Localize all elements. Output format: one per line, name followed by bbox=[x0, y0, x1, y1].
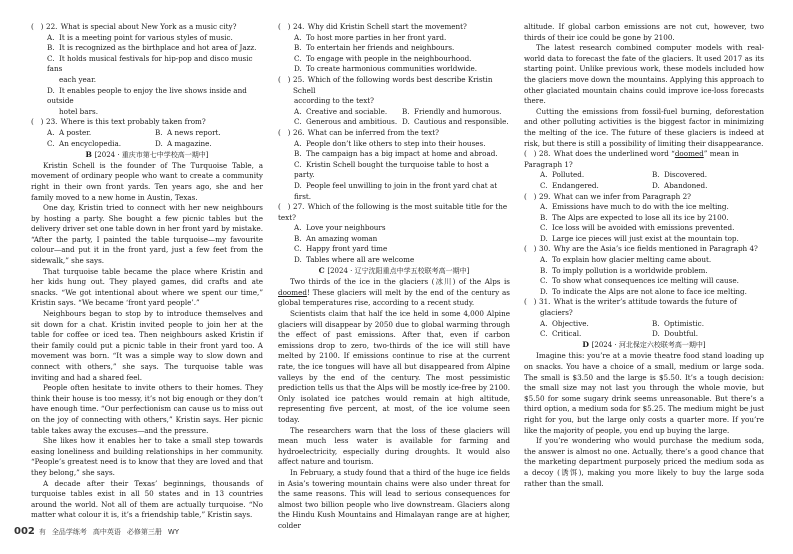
option-d-continued: hotel bars. bbox=[59, 106, 98, 116]
question-stem: What can be inferred from the text? bbox=[307, 127, 439, 137]
option-b: B. Optimistic. bbox=[652, 318, 704, 328]
options-row-2 bbox=[524, 329, 764, 340]
footer-item: WY bbox=[167, 528, 180, 536]
question-number: 30. bbox=[539, 244, 551, 254]
footer-item: 必修第三册 bbox=[126, 528, 162, 536]
option-a: A. People don’t like others to step into their houses. bbox=[294, 138, 486, 148]
section-heading-b bbox=[31, 150, 263, 161]
question-number: 24. bbox=[293, 22, 305, 31]
column-right bbox=[524, 22, 764, 489]
passage-paragraph: Scientists claim that half the ice held in some 4,000 Alpine glaciers will disappear by 2050 due to global warming through the effect of past emissions. After that, even if carbon emissions drop to zero, two-thirds of the ice will still have melted by 2100. If emissions continue to rise at the current rate, the ice tongues will have all but disappeared from Alpine valleys by the end of the century. The most pessimistic prediction tells us that the Alps will be mostly ice-free by 2100. Only isolated ice patches would remain at high altitude, representing five percent, at most, of the ice volume seen today. bbox=[278, 309, 510, 424]
option-d: D. People feel unwilling to join in the front yard chat at first. bbox=[294, 180, 498, 201]
question-24 bbox=[278, 22, 510, 75]
option-b: B. Discovered. bbox=[652, 170, 707, 180]
page-footer bbox=[14, 526, 185, 537]
passage-paragraph: Two thirds of the ice in the glaciers (冰川) of the Alps is doomed! These glaciers will melt by the end of the century as global temperatures rise, according to a recent study. bbox=[278, 277, 510, 308]
answer-bracket-close: ) bbox=[533, 297, 537, 307]
passage-paragraph: People often hesitate to invite others to their homes. They think their house is too messy, it’s not big enough or they don’t have enough time. “Our perfectionism can cause us to miss out on the joy of connecting with others,” Kristin says. Her picnic table takes away the excuses—and the pressure. bbox=[31, 383, 263, 435]
option-c: C. Happy front yard time bbox=[294, 244, 388, 254]
options-row-2 bbox=[31, 139, 263, 150]
question-stem: What is special about New York as a music city? bbox=[60, 22, 237, 31]
options-row-1 bbox=[31, 128, 263, 139]
option-a: A. Love your neighbours bbox=[294, 223, 386, 233]
question-31 bbox=[524, 297, 764, 339]
question-29 bbox=[524, 192, 764, 245]
passage-paragraph: She likes how it enables her to take a small step towards easing loneliness and building relationships in her community. “People’s greatest need is to know that they are loved and that they belong,” she says. bbox=[31, 436, 263, 477]
question-number: 28. bbox=[539, 149, 551, 159]
section-source: [2024 · 辽宁沈阳重点中学五校联考高一期中] bbox=[327, 267, 470, 276]
question-number: 26. bbox=[293, 127, 305, 137]
section-letter: B bbox=[85, 149, 92, 159]
question-27 bbox=[278, 202, 510, 266]
options-row-1 bbox=[278, 107, 510, 118]
passage-paragraph: Cutting the emissions from fossil-fuel burning, deforestation and other polluting activities is the biggest factor in minimizing the melting of the ice. The future of these glaciers is indeed at risk, but there is still a possibility of limiting their disappearance. bbox=[524, 106, 764, 148]
option-d: D. Large ice pieces will just exist at the mountain top. bbox=[540, 233, 739, 243]
option-d: D. Tables where all are welcome bbox=[294, 255, 415, 265]
question-stem-continued: glaciers? bbox=[540, 308, 573, 318]
options-row-2 bbox=[524, 181, 764, 192]
question-stem: Why are the Asia’s ice fields mentioned in Paragraph 4? bbox=[553, 244, 758, 254]
option-a: A. To explain how glacier melting came about. bbox=[540, 255, 712, 265]
answer-bracket-close: ) bbox=[40, 117, 44, 127]
answer-bracket-close: ) bbox=[287, 202, 291, 212]
option-b: B. A news report. bbox=[155, 127, 221, 137]
passage-paragraph: Neighbours began to stop by to introduce themselves and sit down for a chat. Kristin invited people to join her at the table for coffee or iced tea. Then neighbours asked Kristin if their family could put a picnic table in their front yard too. A movement was born. “It was a simple way to slow down and connect with others,” she says. The turquoise table was inviting and had a shared feel. bbox=[31, 309, 263, 382]
answer-bracket-open: ( bbox=[31, 22, 34, 31]
option-a: A. Creative and sociable. bbox=[294, 106, 388, 116]
question-stem-continued: text? bbox=[278, 212, 296, 222]
section-heading-d bbox=[524, 340, 764, 351]
passage-paragraph: The researchers warn that the loss of these glaciers will mean much less water is available for farming and hydroelectricity, especially during droughts. It would also affect nature and tourism. bbox=[278, 425, 510, 467]
underlined-word: doomed bbox=[674, 149, 704, 159]
answer-bracket-close: ) bbox=[40, 22, 44, 31]
option-d: D. A magazine. bbox=[155, 138, 212, 148]
question-stem: Which of the following words best describe Kristin Schell bbox=[293, 74, 493, 95]
passage-paragraph: In February, a study found that a third of the huge ice fields in Asia’s towering mountain chains were also under threat for the same reasons. This will lead to serious consequences for almost two billion people who live downstream. Glaciers along the Hindu Kush Mountains and Himalayan range are at higher, colder bbox=[278, 467, 510, 530]
question-number: 23. bbox=[46, 117, 58, 127]
passage-paragraph: Kristin Schell is the founder of The Turquoise Table, a movement of ordinary people who want to create a community right in their own front yards. Ten years ago, she and her family moved to a new home in Austin, Texas. bbox=[31, 160, 263, 202]
page-number: 002 bbox=[14, 526, 35, 537]
option-c: C. Critical. bbox=[540, 329, 582, 339]
passage-paragraph: That turquoise table became the place where Kristin and her kids hung out. They played games, did crafts and ate snacks. “We got intentional about where we spent our time,” Kristin says. “We became ‘front yard people’.” bbox=[31, 266, 263, 308]
answer-bracket-open: ( bbox=[278, 22, 281, 31]
option-b: B. The Alps are expected to lose all its ice by 2100. bbox=[540, 212, 729, 222]
passage-paragraph: If you’re wondering who would purchase the medium soda, the answer is almost no one. Actually, there’s a good chance that the marketing department purposely priced the medium soda as a decoy (诱饵), making you more likely to buy the large soda rather than the small. bbox=[524, 436, 764, 488]
option-c: C. To show what consequences ice melting will cause. bbox=[540, 276, 739, 286]
question-number: 22. bbox=[46, 22, 58, 31]
question-stem: Why did Kristin Schell start the movement? bbox=[307, 22, 467, 31]
option-c: C. To engage with people in the neighbourhood. bbox=[294, 53, 472, 63]
section-letter: C bbox=[318, 266, 325, 276]
option-b: B. It is recognized as the birthplace and hot area of Jazz. bbox=[47, 43, 257, 53]
option-b: B. An amazing woman bbox=[294, 233, 378, 243]
section-heading-c bbox=[278, 266, 510, 277]
section-source: [2024 · 河北保定六校联考高一期中] bbox=[591, 341, 706, 350]
option-c: C. It holds musical festivals for hip-pop and disco music fans bbox=[47, 53, 253, 74]
option-b: B. To imply pollution is a worldwide problem. bbox=[540, 265, 708, 275]
option-d: D. Cautious and responsible. bbox=[402, 117, 509, 127]
option-c: C. Kristin Schell bought the turquoise table to host a party. bbox=[294, 159, 489, 180]
column-left bbox=[31, 22, 263, 521]
question-number: 25. bbox=[293, 74, 305, 84]
answer-bracket-open: ( bbox=[524, 149, 527, 159]
question-stem: What can we infer from Paragraph 2? bbox=[553, 191, 691, 201]
options-row-1 bbox=[524, 319, 764, 330]
footer-item: 有 bbox=[38, 528, 46, 536]
answer-bracket-open: ( bbox=[524, 244, 527, 254]
option-c-continued: each year. bbox=[59, 74, 97, 84]
option-a: A. Polluted. bbox=[540, 170, 585, 180]
question-25 bbox=[278, 75, 510, 128]
option-a: A. To host more parties in her front yard. bbox=[294, 32, 447, 42]
option-d: D. To create harmonious communities worldwide. bbox=[294, 64, 477, 74]
answer-bracket-open: ( bbox=[31, 117, 34, 127]
passage-paragraph-continued: altitude. If global carbon emissions are not cut, however, two thirds of their ice could be gone by 2100. bbox=[524, 22, 764, 42]
column-middle bbox=[278, 22, 510, 532]
answer-bracket-open: ( bbox=[524, 191, 527, 201]
option-d: D. Abandoned. bbox=[652, 180, 708, 190]
option-b: B. The campaign has a big impact at home and abroad. bbox=[294, 149, 498, 159]
passage-paragraph: The latest research combined computer models with real-world data to forecast the fate of the glaciers. It used 2017 as its starting point. Unlike previous work, these models included how the glaciers move down the mountains. Applying this approach to other glaciated mountain chains could improve ice-loss forecasts there. bbox=[524, 43, 764, 106]
passage-paragraph: A decade after their Texas’ beginnings, thousands of turquoise tables exist in all 50 states and in 13 countries around the world. Not all of them are actually turquoise. “No matter what colour it is, it’s a friendship table,” Kristin says. bbox=[31, 478, 263, 520]
passage-paragraph: One day, Kristin tried to connect with her new neighbours by hosting a party. She bought a few picnic tables but the delivery driver set one table down in her front yard by mistake. “After the party, I painted the table turquoise—my favourite colour—and put it in the front yard, just a few feet from the sidewalk,” she says. bbox=[31, 203, 263, 266]
question-stem-continued: Paragraph 1? bbox=[524, 159, 573, 169]
answer-bracket-close: ) bbox=[287, 127, 291, 137]
section-letter: D bbox=[582, 340, 589, 350]
option-a: A. A poster. bbox=[47, 127, 92, 137]
option-c: C. Endangered. bbox=[540, 180, 599, 190]
question-30 bbox=[524, 244, 764, 297]
section-source: [2024 · 重庆市第七中学校高一期中] bbox=[94, 150, 209, 159]
question-number: 27. bbox=[293, 202, 305, 212]
question-26 bbox=[278, 128, 510, 202]
answer-bracket-open: ( bbox=[278, 74, 281, 84]
answer-bracket-close: ) bbox=[533, 244, 537, 254]
footer-item: 全品学练考 bbox=[51, 528, 87, 536]
answer-bracket-open: ( bbox=[278, 127, 281, 137]
option-a: A. It is a meeting point for various styles of music. bbox=[47, 32, 233, 42]
option-d: D. It enables people to enjoy the live shows inside and outside bbox=[47, 85, 247, 106]
footer-item: 高中英语 bbox=[92, 528, 121, 536]
option-b: B. To entertain her friends and neighbours. bbox=[294, 43, 455, 53]
question-number: 29. bbox=[539, 191, 551, 201]
answer-bracket-open: ( bbox=[278, 202, 281, 212]
option-d: D. To indicate the Alps are not alone to face ice melting. bbox=[540, 286, 747, 296]
question-22 bbox=[31, 22, 263, 117]
option-a: A. Objective. bbox=[540, 318, 589, 328]
option-c: C. Generous and ambitious. bbox=[294, 117, 398, 127]
question-stem-continued: according to the text? bbox=[294, 96, 375, 106]
answer-bracket-close: ) bbox=[287, 22, 291, 31]
option-b: B. Friendly and humorous. bbox=[402, 106, 502, 116]
option-c: C. An encyclopedia. bbox=[47, 138, 122, 148]
options-row-1 bbox=[524, 170, 764, 181]
option-a: A. Emissions have much to do with the ice melting. bbox=[540, 202, 729, 212]
option-c: C. Ice loss will be avoided with emissions prevented. bbox=[540, 223, 735, 233]
question-number: 31. bbox=[539, 297, 551, 307]
answer-bracket-close: ) bbox=[533, 191, 537, 201]
options-row-2 bbox=[278, 117, 510, 128]
question-stem: Which of the following is the most suitable title for the bbox=[307, 202, 508, 212]
passage-paragraph: Imagine this: you’re at a movie theatre food stand loading up on snacks. You have a choice of a small, medium or large soda. The small is $3.50 and the large is $5.50. It’s a tough decision: the small size may not last you through the whole movie, but $5.50 for some sugary drink seems unreasonable. But there’s a third option, a medium soda for $5.25. The medium might be just right for you, but the large only costs a quarter more. If you’re like the majority of people, you end up buying the large. bbox=[524, 351, 764, 435]
question-stem: Where is this text probably taken from? bbox=[60, 117, 206, 127]
underlined-word: doomed bbox=[278, 287, 307, 297]
option-d: D. Doubtful. bbox=[652, 329, 699, 339]
answer-bracket-close: ) bbox=[287, 74, 291, 84]
question-stem: What is the writer’s attitude towards the future of bbox=[553, 297, 737, 307]
question-23 bbox=[31, 117, 263, 149]
answer-bracket-open: ( bbox=[524, 297, 527, 307]
answer-bracket-close: ) bbox=[533, 149, 537, 159]
question-28: ( ) 28. What does the underlined word “doomed” mean in Paragraph 1? A. Polluted. B. Discovered. C. Endangered. D. Abandoned. bbox=[524, 149, 764, 191]
